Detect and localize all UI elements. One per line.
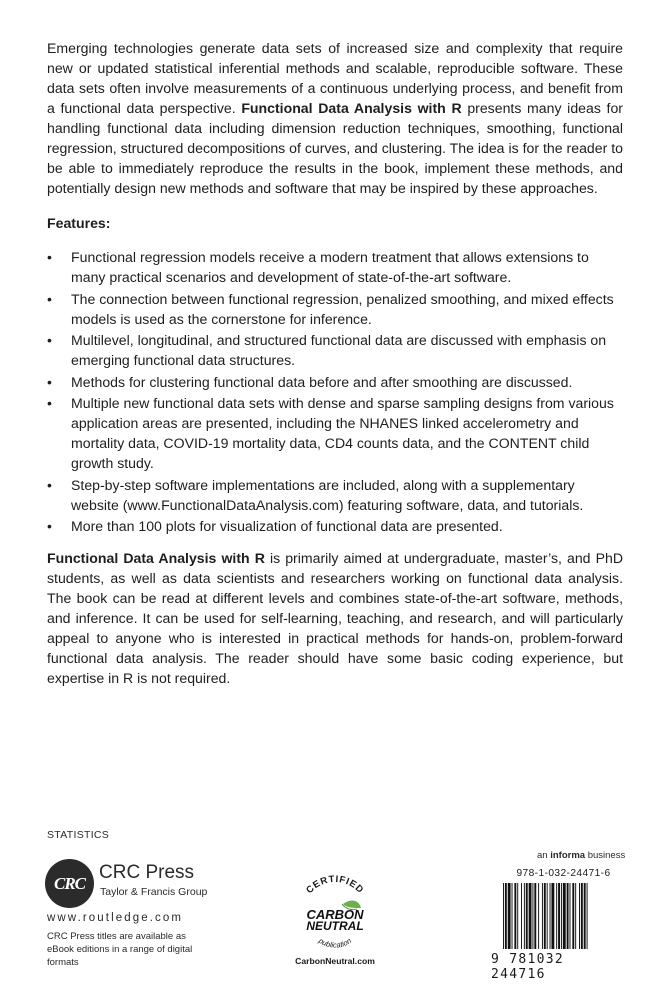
barcode-bar xyxy=(575,883,576,949)
feature-text: More than 100 plots for visualization of functional data are presented. xyxy=(71,518,503,534)
back-cover-body xyxy=(47,38,623,688)
isbn-text: 978-1-032-24471-6 xyxy=(516,868,611,879)
feature-text: The connection between functional regression, penalized smoothing, and mixed effects models is used as the cornerstone for inference. xyxy=(71,290,614,327)
intro-book-title: Functional Data Analysis with R xyxy=(241,100,462,116)
barcode-bar xyxy=(561,883,562,949)
audience-paragraph xyxy=(47,548,623,688)
intro-text-1: Emerging technologies generate data sets of increased size and complexity that require new or updated statistical inferential methods and scalable, reproducible software. These data sets often involve measurements of a continuous underlying process, and benefit from a functional data perspective. xyxy=(47,40,623,116)
feature-item xyxy=(47,516,623,536)
bullet-icon: • xyxy=(47,395,52,411)
barcode-bar xyxy=(550,883,551,949)
carbon-neutral-url: CarbonNeutral.com xyxy=(295,956,375,966)
barcode-bar xyxy=(572,883,574,949)
barcode-bar xyxy=(517,883,518,949)
feature-item xyxy=(47,289,623,329)
isbn-barcode xyxy=(501,883,625,963)
feature-text: Multiple new functional data sets with dense and sparse sampling designs from various application areas are presented, including the NHANES linked accelerometry and mortality data, COVID-19 mortality data, CD4 counts data, and the CONTENT child growth study. xyxy=(71,395,614,471)
barcode-bar xyxy=(529,883,532,949)
bullet-icon: • xyxy=(47,518,52,534)
publisher-website: www.routledge.com xyxy=(47,912,184,924)
barcode-bar xyxy=(526,883,528,949)
barcode-bar xyxy=(544,883,546,949)
informa-tagline xyxy=(537,850,625,861)
publisher-name: CRC Press xyxy=(99,862,195,883)
barcode-bar xyxy=(534,883,536,949)
barcode-bar xyxy=(579,883,580,949)
barcode-bar xyxy=(581,883,583,949)
category-label: STATISTICS xyxy=(47,829,110,841)
informa-brand: informa xyxy=(550,850,586,861)
informa-suffix: business xyxy=(587,850,626,861)
barcode-bar xyxy=(563,883,566,949)
informa-prefix: an xyxy=(537,850,548,861)
crc-logo-icon xyxy=(45,859,94,908)
barcode-bar xyxy=(503,883,504,949)
barcode-bar xyxy=(512,883,513,949)
bullet-icon: • xyxy=(47,249,52,265)
feature-item xyxy=(47,475,623,515)
barcode-bar xyxy=(514,883,516,949)
barcode-bar xyxy=(524,883,525,949)
carbon-publication-text: publication xyxy=(317,936,353,950)
barcode-bar xyxy=(556,883,557,949)
barcode-bar xyxy=(508,883,511,949)
barcode-bar xyxy=(538,883,539,949)
feature-text: Functional regression models receive a modern treatment that allows extensions to many practical scenarios and development of state-of-the-art software. xyxy=(71,249,589,285)
feature-text: Multilevel, longitudinal, and structured functional data are discussed with emphasis on emerging functional data structures. xyxy=(71,332,607,368)
feature-text: Step-by-step software implementations are included, along with a supplementary website (www.FunctionalDataAnalysis.com) featuring software, data, and tutorials. xyxy=(71,476,584,513)
barcode-bar xyxy=(551,883,554,949)
bullet-icon: • xyxy=(47,290,52,307)
bullet-icon: • xyxy=(47,332,52,348)
feature-item xyxy=(47,393,623,473)
carbon-neutral-icon xyxy=(285,868,385,968)
feature-item xyxy=(47,247,623,287)
barcode-bar xyxy=(521,883,522,949)
ebook-note: CRC Press titles are available as eBook editions in a range of digital formats xyxy=(47,931,193,968)
feature-text: Methods for clustering functional data before and after smoothing are discussed. xyxy=(71,373,573,390)
intro-text-2: presents many ideas for handling functional data including dimension reduction techniques, smoothing, functional regression, structured decompositions of curves, and clustering. The idea is for the reader to be able to immediately reproduce the results in the book, implement these methods, and potentially design new methods and software that may be inspired by these approaches. xyxy=(47,100,624,196)
features-list xyxy=(47,247,623,536)
carbon-certified-text: CERTIFIED xyxy=(304,873,366,897)
barcode-digits: 9 781032 244716 xyxy=(491,952,565,982)
barcode-bar xyxy=(547,883,548,949)
barcode-bar xyxy=(584,883,586,949)
carbon-word-1: CARBON xyxy=(306,907,364,922)
barcode-bar xyxy=(505,883,507,949)
barcode-bar xyxy=(567,883,569,949)
audience-book-title: Functional Data Analysis with R xyxy=(47,550,265,566)
barcode-bar xyxy=(558,883,560,949)
barcode-bar xyxy=(587,883,588,949)
barcode-bar xyxy=(532,883,533,949)
crc-logo-letters: CRC xyxy=(53,874,86,893)
barcode-bar xyxy=(542,883,543,949)
feature-item xyxy=(47,372,623,392)
features-heading: Features: xyxy=(47,215,111,231)
barcode-bar xyxy=(570,883,571,949)
feature-item xyxy=(47,330,623,370)
carbon-word-2: NEUTRAL xyxy=(306,919,364,933)
bullet-icon: • xyxy=(47,476,52,493)
publisher-group: Taylor & Francis Group xyxy=(100,886,208,898)
bullet-icon: • xyxy=(47,373,52,390)
intro-paragraph xyxy=(47,38,623,198)
audience-text: is primarily aimed at undergraduate, master’s, and PhD students, as well as data scientists and researchers working on functional data analysis. The book can be read at different levels and combines state-of-the-art software, methods, and inference. It can be used for self-learning, teaching, and research, and will particularly appeal to anyone who is interested in practical methods for hands-on, problem-forward functional data analysis. The reader should have some basic coding experience, but expertise in R is not required. xyxy=(47,550,623,686)
